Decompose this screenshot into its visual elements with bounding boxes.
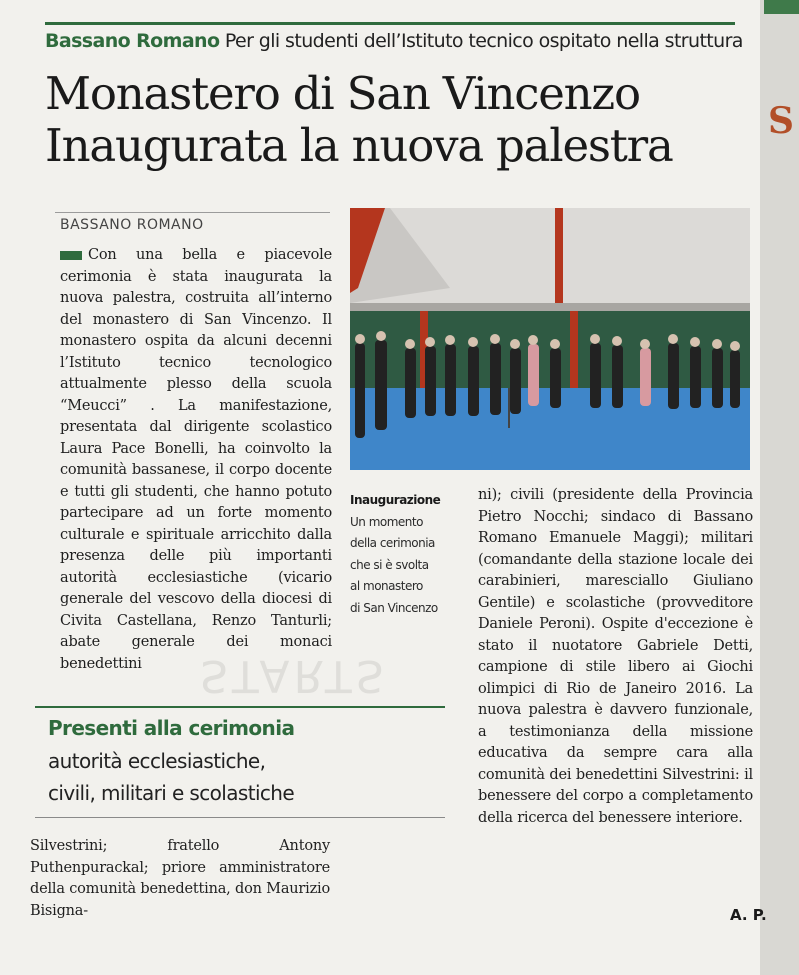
article-text-col1: Con una bella e piacevole cerimonia è stata inaugurata la nuova palestra, costruita all’interno del monastero di San Vincenzo. Il monastero ospita da alcuni decenni l’Istituto tecnico tecnologico attualmente plesso della scuola “Meucci” . La manifestazione, presentata dal dirigente scolastico Laura Pace Bonelli, ha coinvolto la comunità bassanese, il corpo docente e tutti gli studenti, che hanno potuto partecipare ad un forte momento culturale e spirituale arricchito dalla presenza delle più importanti autorità ecclesiastiche (vicario generale del vescovo della diocesi di Civita Castellana, Renzo Tanturli; abate generale dei monaci benedettini (60, 247, 332, 672)
kicker (45, 30, 745, 52)
article-column-1 (60, 245, 332, 675)
adjacent-green-bar (764, 0, 799, 14)
dateline: BASSANO ROMANO (60, 217, 204, 233)
bleed-through-text: STARTS (200, 650, 388, 701)
kicker-place: Bassano Romano (45, 30, 220, 52)
caption-line-4: al monastero (350, 579, 423, 593)
author-signature: A. P. (730, 906, 767, 924)
caption-line-3: che si è svolta (350, 557, 429, 572)
headline-line-2: Inaugurata la nuova palestra (45, 119, 673, 172)
pullquote-body (48, 745, 428, 809)
ceremony-photo (350, 208, 750, 470)
top-rule (45, 22, 735, 25)
pullquote-rule-bottom (35, 817, 445, 818)
dateline-rule (55, 212, 330, 213)
article-column-3: ni); civili (presidente della Provincia Pietro Nocchi; sindaco di Bassano Romano Emanuele Maggi); militari (comandante della stazione locale dei carabinieri, maresciallo Giuliano Gentile) e scolastiche (provveditore Daniele Peroni). Ospite d'eccezione è stato il nuotatore Gabriele Detti, campione di stile libero ai Giochi olimpici di Rio de Janeiro 2016. La nuova palestra è davvero funzionale, a testimonianza della missione educativa da sempre cara alla comunità dei benedettini Silvestrini: il benessere del corpo a completamento della ricerca del benessere interiore. (478, 487, 753, 826)
pullquote-title: Presenti alla cerimonia (48, 716, 295, 740)
adjacent-page-strip (760, 0, 799, 975)
caption-title: Inaugurazione (350, 493, 441, 507)
lead-square-icon (60, 251, 82, 260)
caption-line-5: di San Vincenzo (350, 600, 438, 615)
headline-line-1: Monastero di San Vincenzo (45, 67, 640, 120)
caption-line-2: della cerimonia (350, 536, 435, 550)
kicker-text: Per gli studenti dell’Istituto tecnico ospitato nella struttura (224, 30, 743, 52)
ceremony-photo-illustration (350, 208, 750, 470)
caption-line-1: Un momento (350, 514, 423, 529)
headline (45, 68, 745, 172)
pullquote-line-2: civili, militari e scolastiche (48, 781, 295, 805)
adjacent-page-letter: S (768, 100, 794, 142)
article-column-1-continued: Silvestrini; fratello Antony Puthenpurackal; priore amministratore della comunità benedettina, don Maurizio Bisigna- (30, 838, 330, 919)
photo-caption (350, 490, 460, 619)
pullquote-rule-top (35, 706, 445, 708)
pullquote-line-1: autorità ecclesiastiche, (48, 749, 266, 773)
